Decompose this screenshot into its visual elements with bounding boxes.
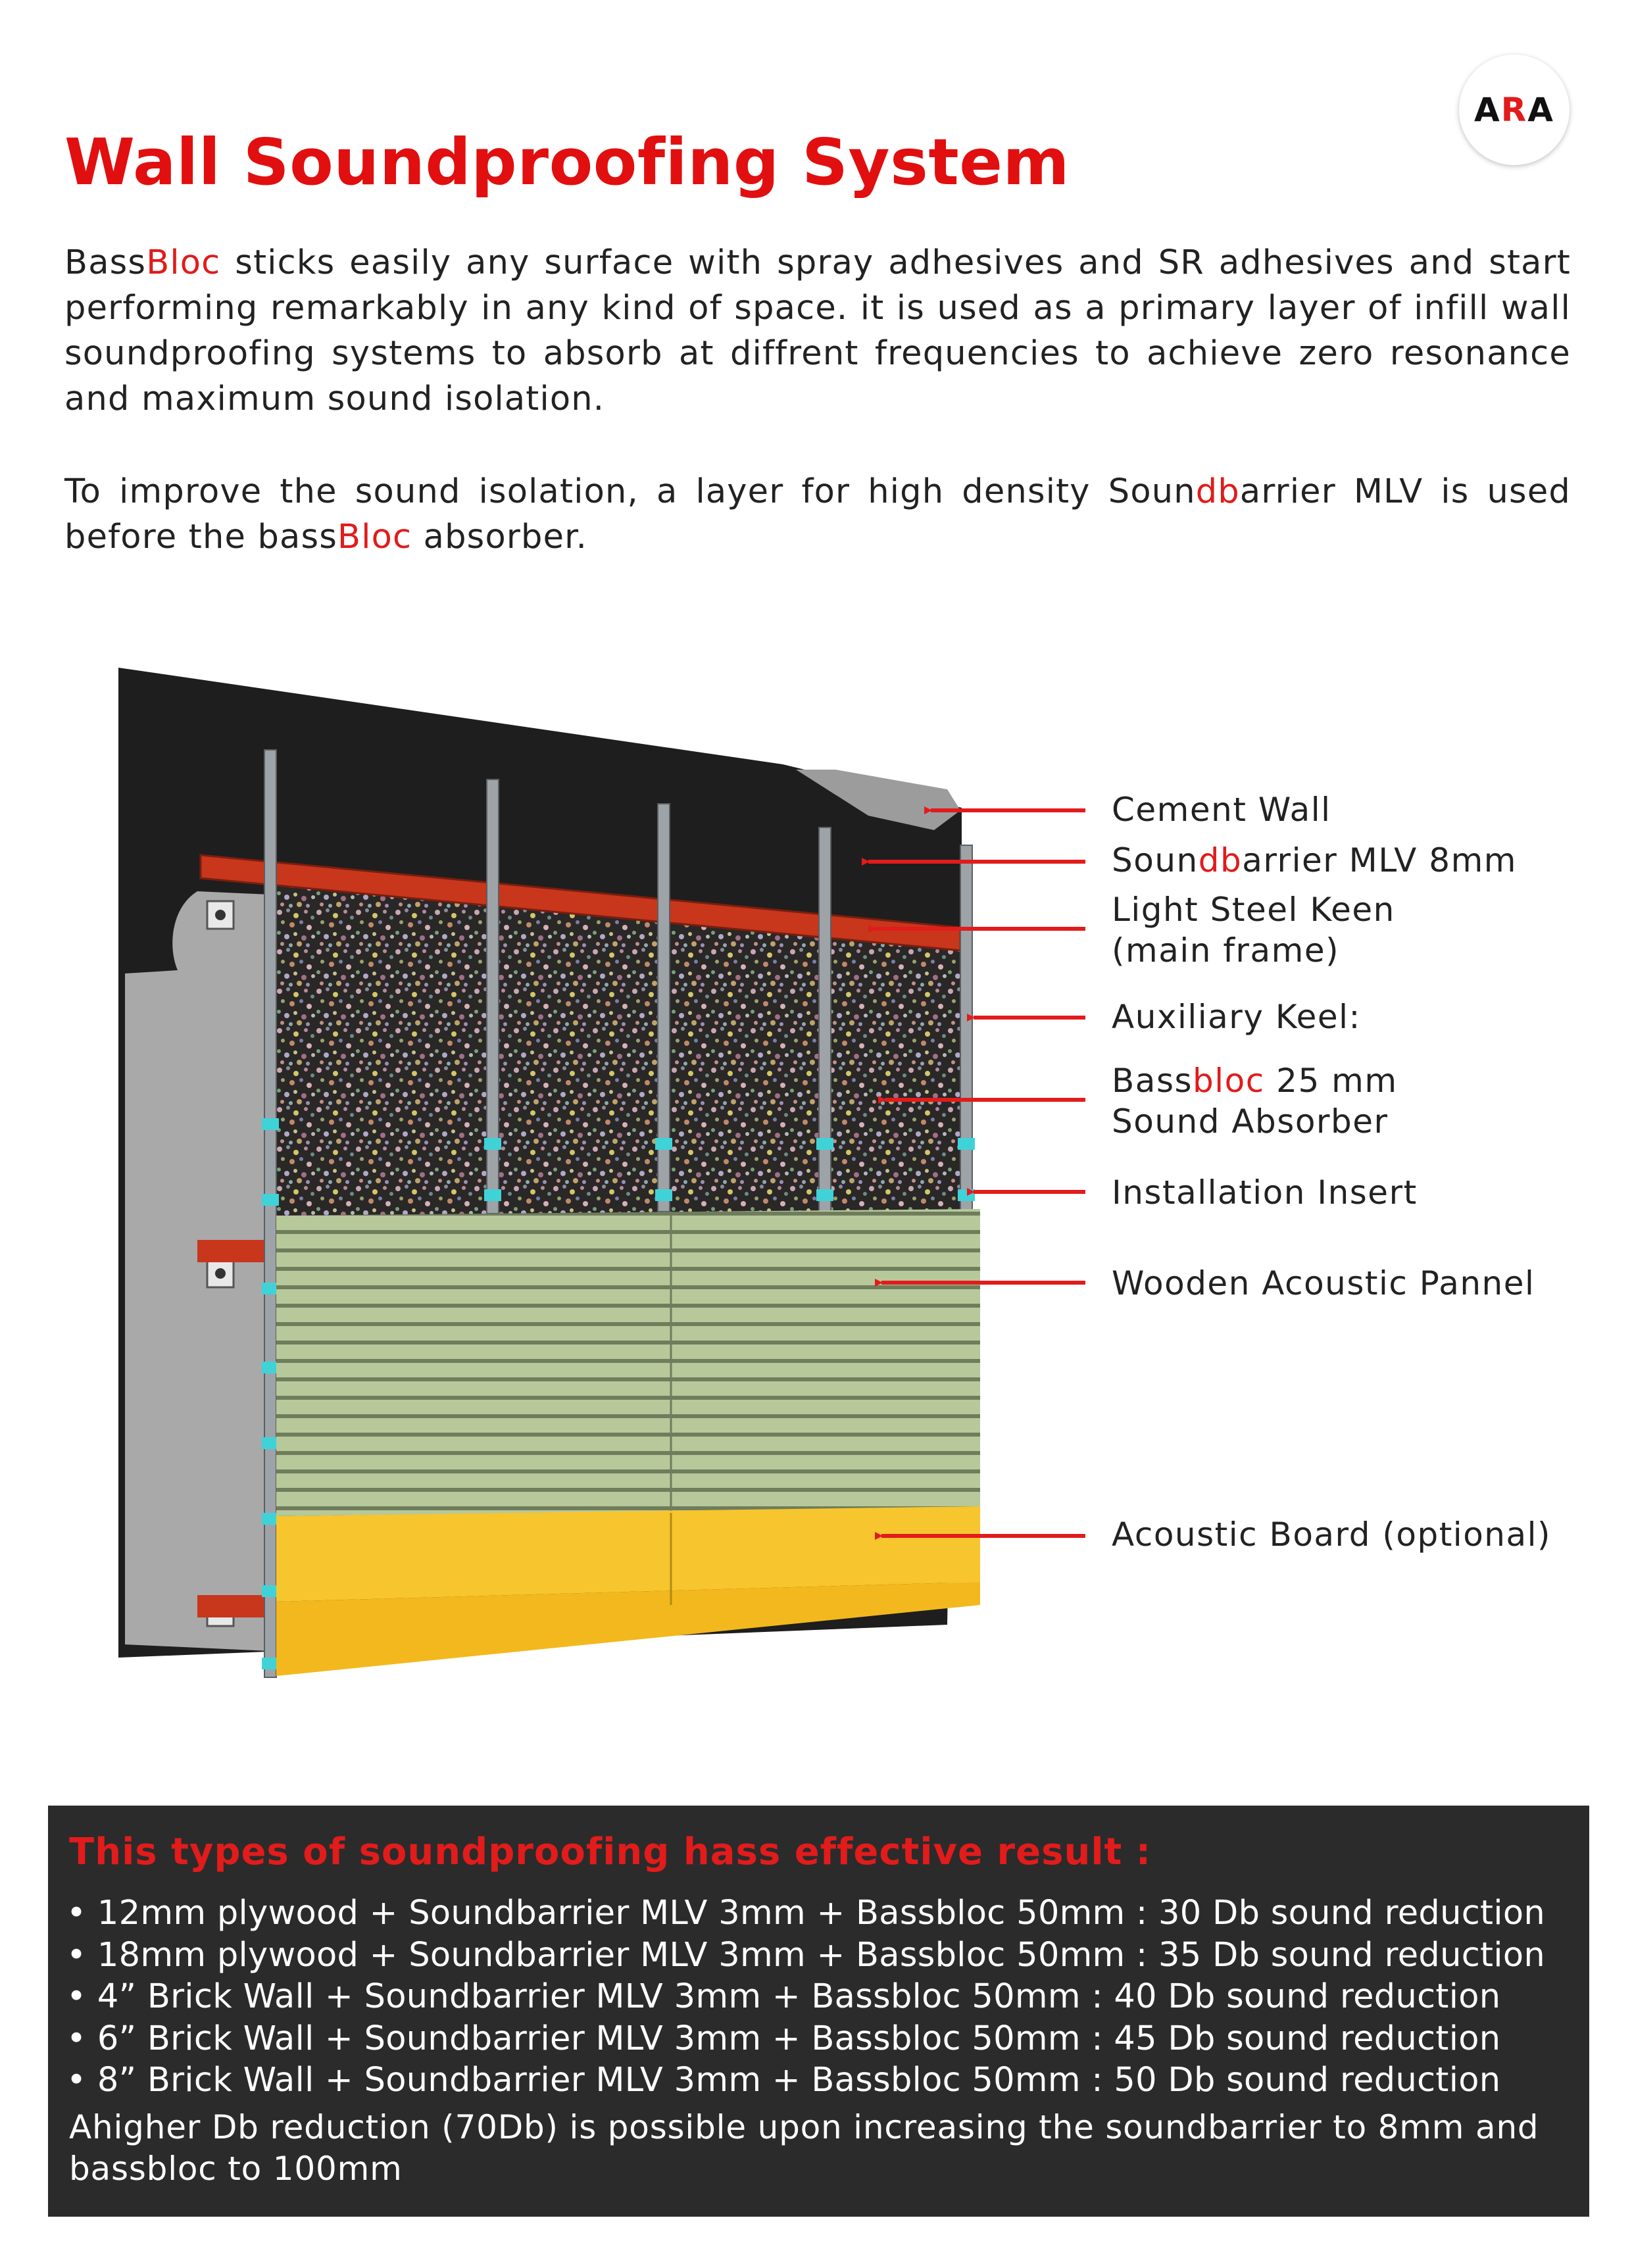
- results-title: This types of soundproofing hass effective result :: [69, 1831, 1152, 1873]
- brand-bloc-2: Bloc: [337, 518, 412, 556]
- intro-text-pre: Bass: [64, 243, 147, 282]
- rail-stub-bottom: [197, 1595, 273, 1617]
- results-panel: [48, 1806, 1589, 2217]
- label-bassbloc-red: bloc: [1193, 1062, 1265, 1100]
- results-list: [66, 1892, 1545, 2102]
- results-note: Ahigher Db reduction (70Db) is possible upon increasing the soundbarrier to 8mm and bassbloc to 100mm: [69, 2108, 1539, 2188]
- label-aux-keel: Auxiliary Keel:: [1112, 998, 1361, 1036]
- label-acoustic-board: Acoustic Board (optional): [1112, 1516, 1552, 1554]
- label-mlv-red: db: [1198, 841, 1243, 879]
- rail-stub-middle: [197, 1240, 273, 1262]
- list-item: • 8” Brick Wall + Soundbarrier MLV 3mm + Bassbloc 50mm : 50 Db sound reduction: [66, 2061, 1501, 2100]
- label-mlv-post: arrier MLV 8mm: [1242, 841, 1518, 879]
- intro2-text-1: To improve the sound isolation, a layer for high density Soun: [64, 472, 1196, 511]
- label-bassbloc-post: 25 mm: [1264, 1062, 1398, 1100]
- logo-letter-a-2: A: [1527, 91, 1554, 129]
- label-mlv-pre: Soun: [1112, 841, 1199, 879]
- list-item: • 4” Brick Wall + Soundbarrier MLV 3mm + Bassbloc 50mm : 40 Db sound reduction: [66, 1977, 1501, 2016]
- brand-bloc: Bloc: [146, 243, 221, 282]
- label-steel-keel: [1112, 889, 1395, 971]
- intro2-text-3: arrier MLV is used before the bass: [64, 472, 1571, 556]
- page-title: Wall Soundproofing System: [64, 125, 1070, 199]
- intro-text-post: sticks easily any surface with spray adhesives and SR adhesives and start performing remarkably in any kind of space. it is used as a primary layer of infill wall soundproofing systems to absorb at diffrent frequencies to achieve zero resonance and maximum sound isolation.: [64, 243, 1571, 418]
- label-cement-wall: Cement Wall: [1112, 791, 1331, 829]
- logo-letter-a: A: [1474, 91, 1501, 129]
- label-wood-panel: Wooden Acoustic Pannel: [1112, 1264, 1535, 1302]
- list-item: • 6” Brick Wall + Soundbarrier MLV 3mm + Bassbloc 50mm : 45 Db sound reduction: [66, 2019, 1501, 2058]
- label-bassbloc-pre: Bass: [1112, 1062, 1193, 1100]
- brand-db: db: [1195, 472, 1240, 511]
- label-steel-keel-line1: Light Steel Keen: [1112, 891, 1395, 929]
- label-bassbloc-line2: Sound Absorber: [1112, 1102, 1389, 1141]
- label-bassbloc: [1112, 1060, 1398, 1142]
- logo-letter-r: R: [1500, 91, 1528, 129]
- wooden-acoustic-panel: [276, 1209, 980, 1516]
- wall-side-face: [125, 891, 270, 1651]
- list-item: • 18mm plywood + Soundbarrier MLV 3mm + Bassbloc 50mm : 35 Db sound reduction: [66, 1935, 1545, 1975]
- list-item: • 12mm plywood + Soundbarrier MLV 3mm + Bassbloc 50mm : 30 Db sound reduction: [66, 1894, 1545, 1933]
- label-mlv: [1112, 840, 1517, 881]
- intro2-text-5: absorber.: [412, 518, 588, 556]
- label-steel-keel-line2: (main frame): [1112, 931, 1340, 970]
- label-installation-insert: Installation Insert: [1112, 1173, 1418, 1212]
